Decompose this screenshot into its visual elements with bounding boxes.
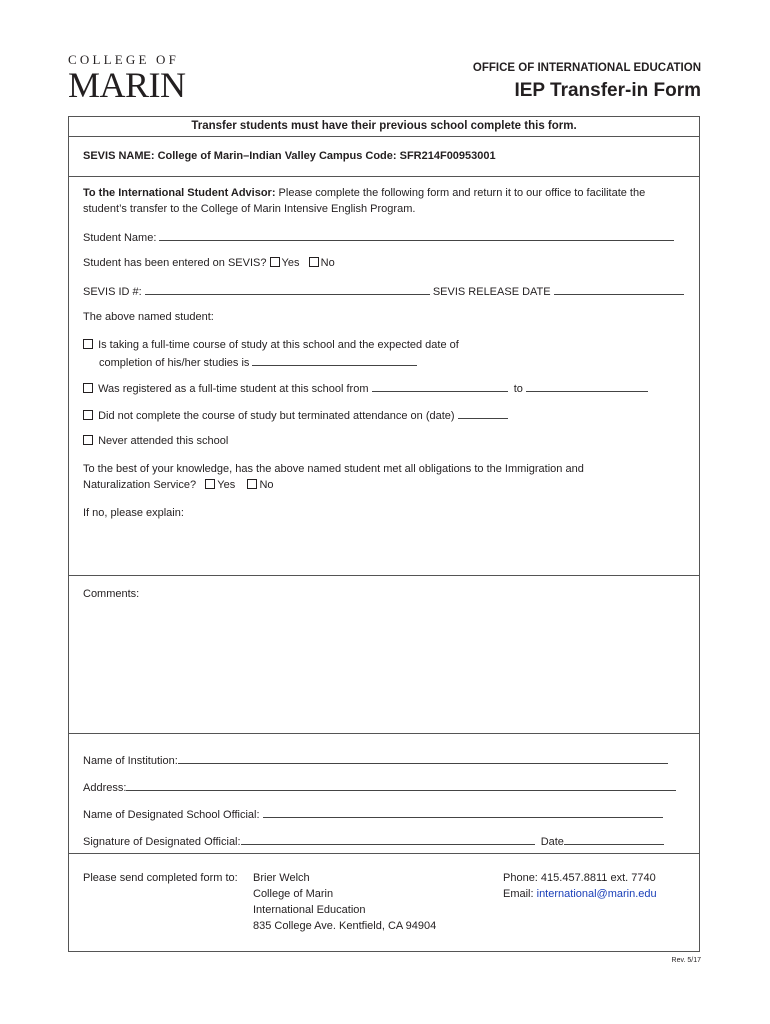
- institution-section: [69, 734, 699, 854]
- date-label: Date: [540, 836, 564, 848]
- email-label: Email:: [503, 888, 534, 900]
- banner-row: [69, 117, 699, 137]
- above-named: The above named student:: [83, 311, 214, 323]
- intro-line-1: [83, 186, 645, 201]
- sevis-id-field: [83, 283, 684, 300]
- dso-field: [83, 806, 663, 823]
- logo-main-text: MARIN: [68, 65, 186, 105]
- to-label: to: [513, 383, 523, 395]
- sevis-id-label: SEVIS ID #:: [83, 286, 142, 298]
- form-title: IEP Transfer-in Form: [514, 80, 701, 101]
- never-checkbox[interactable]: [83, 435, 93, 445]
- option-terminated: [83, 407, 508, 424]
- explain-area[interactable]: [83, 523, 683, 567]
- entered-no-checkbox[interactable]: [309, 257, 319, 267]
- send-name: Brier Welch: [253, 872, 310, 884]
- explain-label: If no, please explain:: [83, 507, 184, 519]
- institution-line[interactable]: [178, 752, 668, 764]
- dso-line[interactable]: [263, 806, 663, 818]
- sevis-name: SEVIS NAME: College of Marin–Indian Valley Campus Code: SFR214F00953001: [83, 150, 496, 162]
- obligations-line-1: To the best of your knowledge, has the above named student met all obligations to the Immigration and: [83, 463, 584, 475]
- full-time-checkbox[interactable]: [83, 339, 93, 349]
- contact-section: [69, 854, 699, 953]
- entered-no-label: No: [320, 257, 335, 269]
- option-full-time-2: [99, 354, 417, 371]
- signature-line[interactable]: [241, 833, 535, 845]
- completion-date-line[interactable]: [252, 354, 417, 366]
- college-logo: [68, 52, 192, 105]
- completion-text: completion of his/her studies is: [99, 357, 250, 369]
- signature-label: Signature of Designated Official:: [83, 836, 241, 848]
- obligations-yes-checkbox[interactable]: [205, 479, 215, 489]
- address-label: Address:: [83, 782, 127, 794]
- entered-yes-checkbox[interactable]: [270, 257, 280, 267]
- sevis-name-row: [69, 137, 699, 177]
- student-name-label: Student Name:: [83, 232, 157, 244]
- comments-area[interactable]: [83, 604, 683, 724]
- institution-label: Name of Institution:: [83, 755, 178, 767]
- option-registered: [83, 380, 648, 397]
- signature-field: [83, 833, 664, 850]
- entered-yes-label: Yes: [281, 257, 300, 269]
- form-box: [68, 116, 700, 952]
- send-dept: International Education: [253, 904, 366, 916]
- comments-label: Comments:: [83, 588, 140, 600]
- student-name-line[interactable]: [159, 229, 674, 241]
- email-link[interactable]: international@marin.edu: [536, 888, 657, 900]
- obligations-text: Naturalization Service?: [83, 479, 197, 491]
- intro-text: Please complete the following form and return it to our office to facilitate the: [275, 187, 646, 199]
- full-time-text: Is taking a full-time course of study at this school and the expected date of: [98, 339, 459, 351]
- address-line[interactable]: [126, 779, 676, 791]
- office-name: OFFICE OF INTERNATIONAL EDUCATION: [472, 62, 701, 74]
- sevis-id-line[interactable]: [145, 283, 430, 295]
- obligations-line-2: [83, 478, 274, 493]
- send-label: Please send completed form to:: [83, 872, 238, 884]
- institution-field: [83, 752, 668, 769]
- release-date-label: SEVIS RELEASE DATE: [432, 286, 551, 298]
- release-date-line[interactable]: [554, 283, 684, 295]
- intro-bold: To the International Student Advisor:: [83, 187, 276, 199]
- phone: Phone: 415.457.8811 ext. 7740: [503, 872, 656, 884]
- terminated-text: Did not complete the course of study but terminated attendance on (date): [98, 410, 455, 422]
- date-line[interactable]: [564, 833, 664, 845]
- sevis-entered-label: Student has been entered on SEVIS?: [83, 257, 267, 269]
- send-address: 835 College Ave. Kentfield, CA 94904: [253, 920, 437, 932]
- banner-text: Transfer students must have their previous school complete this form.: [191, 120, 577, 132]
- revision-note: Rev. 5/17: [671, 957, 701, 964]
- student-info-section: [69, 177, 699, 576]
- never-text: Never attended this school: [98, 435, 229, 447]
- logo-top-text: COLLEGE OF: [68, 52, 180, 67]
- dso-label: Name of Designated School Official:: [83, 809, 260, 821]
- obligations-yes-label: Yes: [217, 479, 236, 491]
- option-full-time: [83, 338, 459, 353]
- student-name-field: [83, 229, 674, 246]
- intro-line-2: student’s transfer to the College of Marin Intensive English Program.: [83, 203, 416, 215]
- email-row: [503, 887, 657, 902]
- registered-to-line[interactable]: [526, 380, 648, 392]
- obligations-no-checkbox[interactable]: [247, 479, 257, 489]
- sevis-entered-field: [83, 256, 335, 271]
- comments-section: [69, 576, 699, 734]
- send-org: College of Marin: [253, 888, 334, 900]
- address-field: [83, 779, 676, 796]
- registered-checkbox[interactable]: [83, 383, 93, 393]
- option-never: [83, 434, 228, 449]
- registered-text: Was registered as a full-time student at this school from: [98, 383, 369, 395]
- terminated-date-line[interactable]: [458, 407, 508, 419]
- obligations-no-label: No: [259, 479, 274, 491]
- registered-from-line[interactable]: [372, 380, 508, 392]
- terminated-checkbox[interactable]: [83, 410, 93, 420]
